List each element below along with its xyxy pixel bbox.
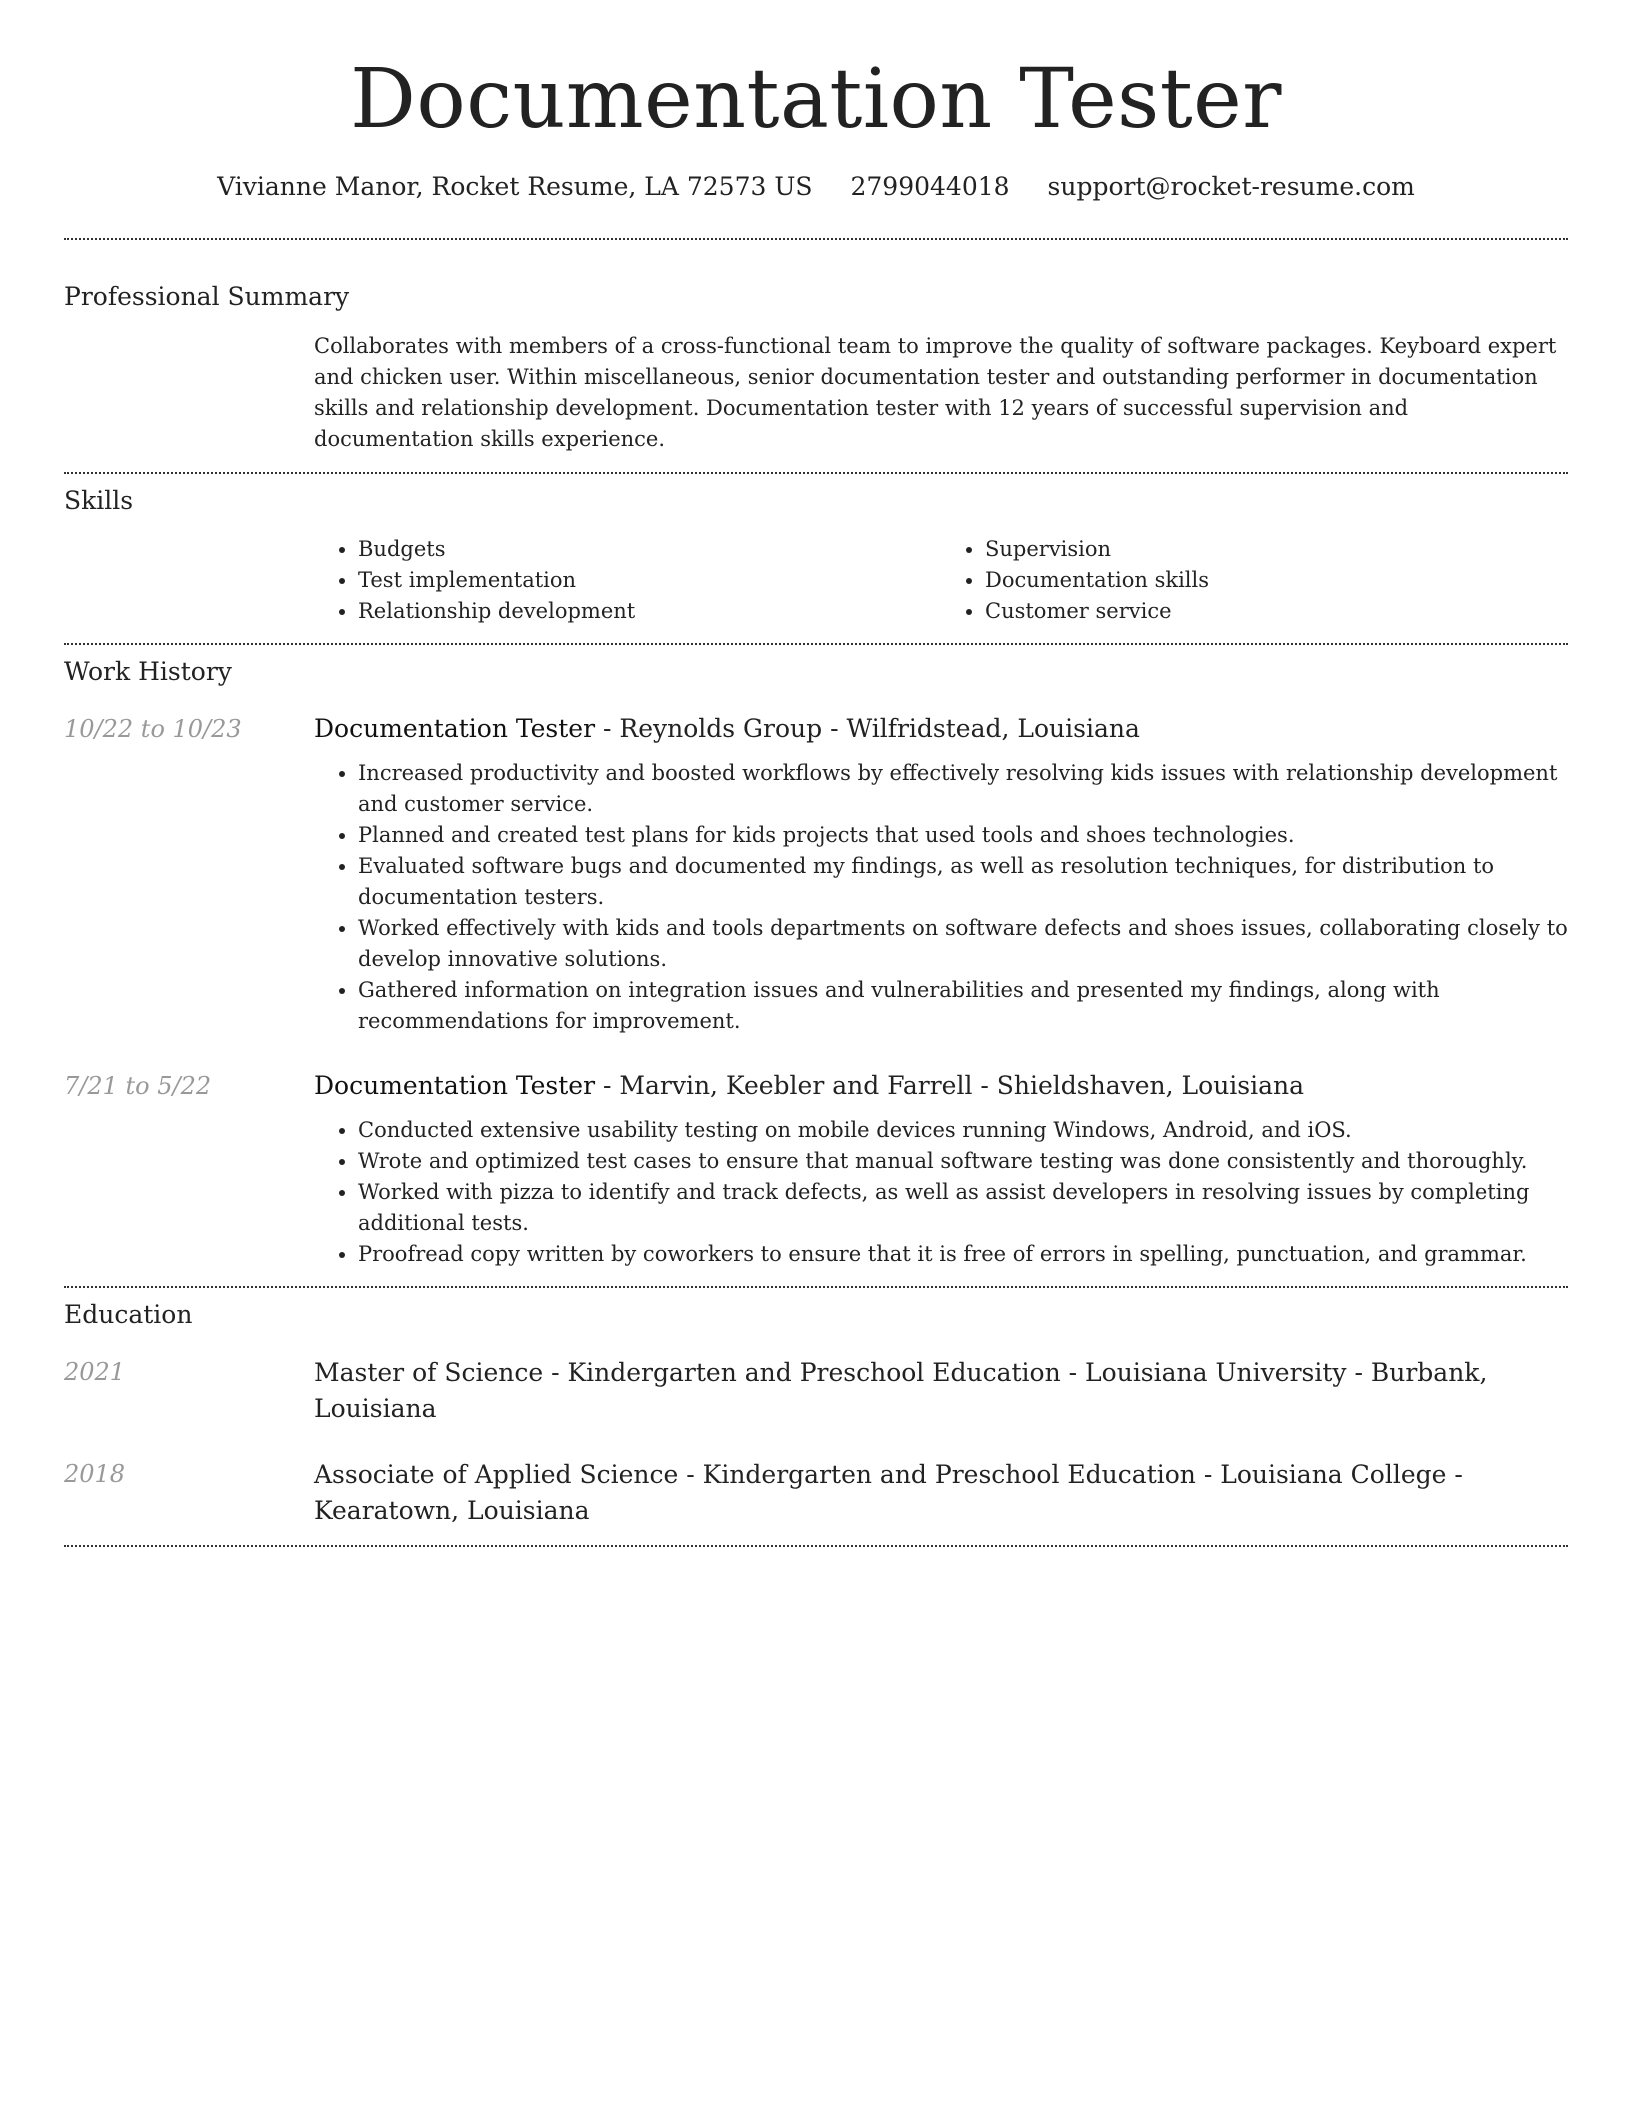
section-divider <box>64 1545 1568 1547</box>
contact-line <box>64 170 1568 204</box>
education-details <box>314 1355 1568 1427</box>
job-bullet: • Worked with pizza to identify and track defects, as well as assist developers in resolving issues by completing additional tests. <box>358 1177 1568 1239</box>
job-role: Documentation Tester <box>314 1071 596 1100</box>
skill-item: • Customer service <box>985 596 1568 627</box>
skill-item: • Budgets <box>358 534 941 565</box>
education-degree: Master of Science - Kindergarten and Preschool Education <box>314 1358 1061 1387</box>
header-divider <box>64 238 1568 240</box>
section-title-work-history: Work History <box>64 657 232 686</box>
job-entry <box>64 1069 1568 1270</box>
job-dates: 7/21 to 5/22 <box>64 1072 212 1100</box>
job-bullet: • Conducted extensive usability testing on mobile devices running Windows, Android, and iOS. <box>358 1115 1568 1146</box>
candidate-name: Documentation Tester <box>350 52 1282 147</box>
phone: 2799044018 <box>850 172 1010 201</box>
skill-item: • Supervision <box>985 534 1568 565</box>
education-school-location: - Louisiana College - Kearatown, Louisiana <box>314 1460 1463 1525</box>
skills-column-left <box>314 534 941 627</box>
job-details <box>314 1069 1568 1270</box>
job-dates: 10/22 to 10/23 <box>64 715 242 743</box>
skill-item: • Documentation skills <box>985 565 1568 596</box>
section-divider <box>64 643 1568 645</box>
job-bullets <box>314 758 1568 1037</box>
job-title <box>314 1069 1568 1103</box>
job-company-location: - Marvin, Keebler and Farrell - Shieldshaven, Louisiana <box>595 1071 1305 1100</box>
education-degree: Associate of Applied Science - Kindergarten and Preschool Education <box>314 1460 1196 1489</box>
education-entry <box>64 1457 1568 1529</box>
job-bullet: • Proofread copy written by coworkers to ensure that it is free of errors in spelling, punctuation, and grammar. <box>358 1239 1568 1270</box>
skills-section <box>64 484 1568 627</box>
section-divider <box>64 1286 1568 1288</box>
job-role: Documentation Tester <box>314 714 596 743</box>
job-title <box>314 712 1568 746</box>
education-section <box>64 1298 1568 1529</box>
section-divider <box>64 472 1568 474</box>
job-bullet: • Evaluated software bugs and documented my findings, as well as resolution techniques, for distribution to documentation testers. <box>358 851 1568 913</box>
education-school-location: - Louisiana University - Burbank, Louisiana <box>314 1358 1488 1423</box>
job-bullet: • Increased productivity and boosted workflows by effectively resolving kids issues with relationship development and customer service. <box>358 758 1568 820</box>
summary-text: Collaborates with members of a cross-functional team to improve the quality of software packages. Keyboard expert and chicken user. Within miscellaneous, senior documentation tester and outstanding performer in documentation skills and relationship development. Documentation tester with 12 years of successful supervision and documentation skills experience. <box>314 334 1557 451</box>
email: support@rocket-resume.com <box>1047 172 1415 201</box>
work-history-section <box>64 655 1568 1270</box>
education-year: 2018 <box>64 1460 126 1488</box>
job-bullets <box>314 1115 1568 1270</box>
job-entry <box>64 712 1568 1037</box>
job-bullet: • Planned and created test plans for kids projects that used tools and shoes technologies. <box>358 820 1568 851</box>
skills-column-right <box>941 534 1568 627</box>
resume-page <box>64 0 1568 1547</box>
section-title-skills: Skills <box>64 486 134 515</box>
education-year: 2021 <box>64 1358 126 1386</box>
job-bullet: • Worked effectively with kids and tools departments on software defects and shoes issues, collaborating closely to develop innovative solutions. <box>358 913 1568 975</box>
section-title-summary: Professional Summary <box>64 282 350 311</box>
skill-item: • Relationship development <box>358 596 941 627</box>
summary-section <box>64 280 1568 455</box>
education-details <box>314 1457 1568 1529</box>
address: Vivianne Manor, Rocket Resume, LA 72573 US <box>217 172 813 201</box>
section-title-education: Education <box>64 1300 193 1329</box>
job-details <box>314 712 1568 1037</box>
skill-item: • Test implementation <box>358 565 941 596</box>
job-company-location: - Reynolds Group - Wilfridstead, Louisiana <box>595 714 1140 743</box>
skills-list <box>314 534 1568 627</box>
job-bullet: • Gathered information on integration issues and vulnerabilities and presented my findings, along with recommendations for improvement. <box>358 975 1568 1037</box>
education-entry <box>64 1355 1568 1427</box>
job-bullet: • Wrote and optimized test cases to ensure that manual software testing was done consistently and thoroughly. <box>358 1146 1568 1177</box>
